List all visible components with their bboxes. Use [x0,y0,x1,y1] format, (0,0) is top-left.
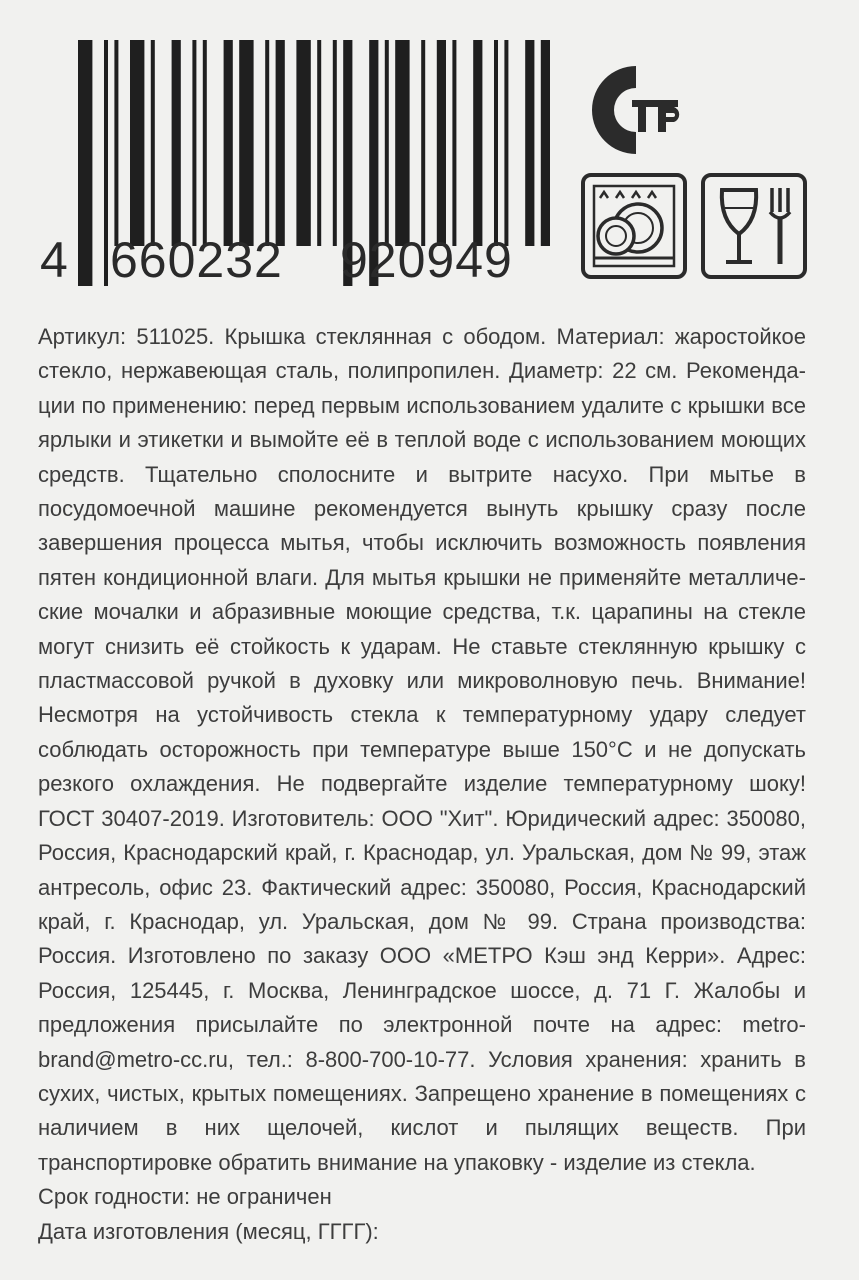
barcode-bar [385,40,389,246]
barcode-bar [421,40,425,246]
barcode-bar [333,40,337,246]
barcode-digits-left: 660232 [110,232,283,288]
barcode-bar [239,40,253,246]
product-description [38,320,806,1249]
barcode-bar [114,40,118,246]
barcode-bar [192,40,196,246]
barcode-bar [317,40,321,246]
eac-ctr-mark-icon [578,60,698,160]
barcode-bar [203,40,207,246]
barcode-bar [504,40,508,246]
barcode-bar [541,40,550,246]
barcode-bar [494,40,498,246]
barcode-bar [473,40,482,246]
barcode-bar [395,40,409,246]
shelf-life: Срок годности: не ограничен [38,1184,332,1210]
barcode-number [30,230,530,290]
dishwasher-safe-icon [580,172,688,280]
barcode-bar [437,40,446,246]
barcode-bar [172,40,181,246]
barcode-bar [265,40,269,246]
barcode-bar [452,40,456,246]
product-info-paragraph: Артикул: 511025. Крышка стеклянная с ободом. Материал: жаростойкое стекло, нержавеющая сталь, полипропилен. Диаметр: 22 см. Рекоменда-ции по применению: перед первым использованием удалите с крышки все ярлыки и этикетки и вымойте её в теплой воде с использованием моющих средств. Тщательно сполосните и вытрите насухо. При мытье в посудомоечной машине рекомендуется вынуть крышку сразу после завершения процесса мытья, чтобы исключить возможность появления пятен кондиционной влаги. Для мытья крышки не применяйте металличе-ские мочалки и абразивные моющие средства, т.к. царапины на стекле могут снизить её стойкость к ударам. Не ставьте стеклянную крышку с пластмассовой ручкой в духовку или микроволновую печь. Внимание! Несмотря на устойчивость стекла к температурному удару следует соблюдать осторожность при температуре выше 150°С и не допускать резкого охлаждения. Не подвергайте изделие температурному шоку! ГОСТ 30407-2019. Изготовитель: ООО "Хит". Юридический адрес: 350080, Россия, Краснодарский край, г. Краснодар, ул. Уральская, дом № 99, этаж антресоль, офис 23. Фактический адрес: 350080, Россия, Краснодарский край, г. Краснодар, ул. Уральская, дом № 99. Страна производства: Россия. Изготовлено по заказу ООО «МЕТРО Кэш энд Керри». Адрес: Россия, 125445, г. Москва, Ленинградское шоссе, д. 71 Г. Жалобы и предложения присылайте по электронной почте на адрес: metro-brand@metro-cc.ru, тел.: 8-800-700-10-77. Условия хранения: хранить в сухих, чистых, крытых помещениях. Запрещено хранение в помещениях с наличием в них щелочей, кислот и пылящих веществ. При транспортировке обратить внимание на упаковку - изделие из стекла. [38,324,806,1175]
barcode-bar [151,40,155,246]
food-contact-glass-fork-icon [700,172,808,280]
barcode-digit-first: 4 [40,232,69,288]
barcode-bar [296,40,310,246]
manufacture-date: Дата изготовления (месяц, ГГГГ): [38,1218,379,1244]
barcode-bar [224,40,233,246]
barcode-bar [130,40,144,246]
barcode-bar [276,40,285,246]
barcode-digits-right: 920949 [340,232,513,288]
barcode-bar [525,40,534,246]
